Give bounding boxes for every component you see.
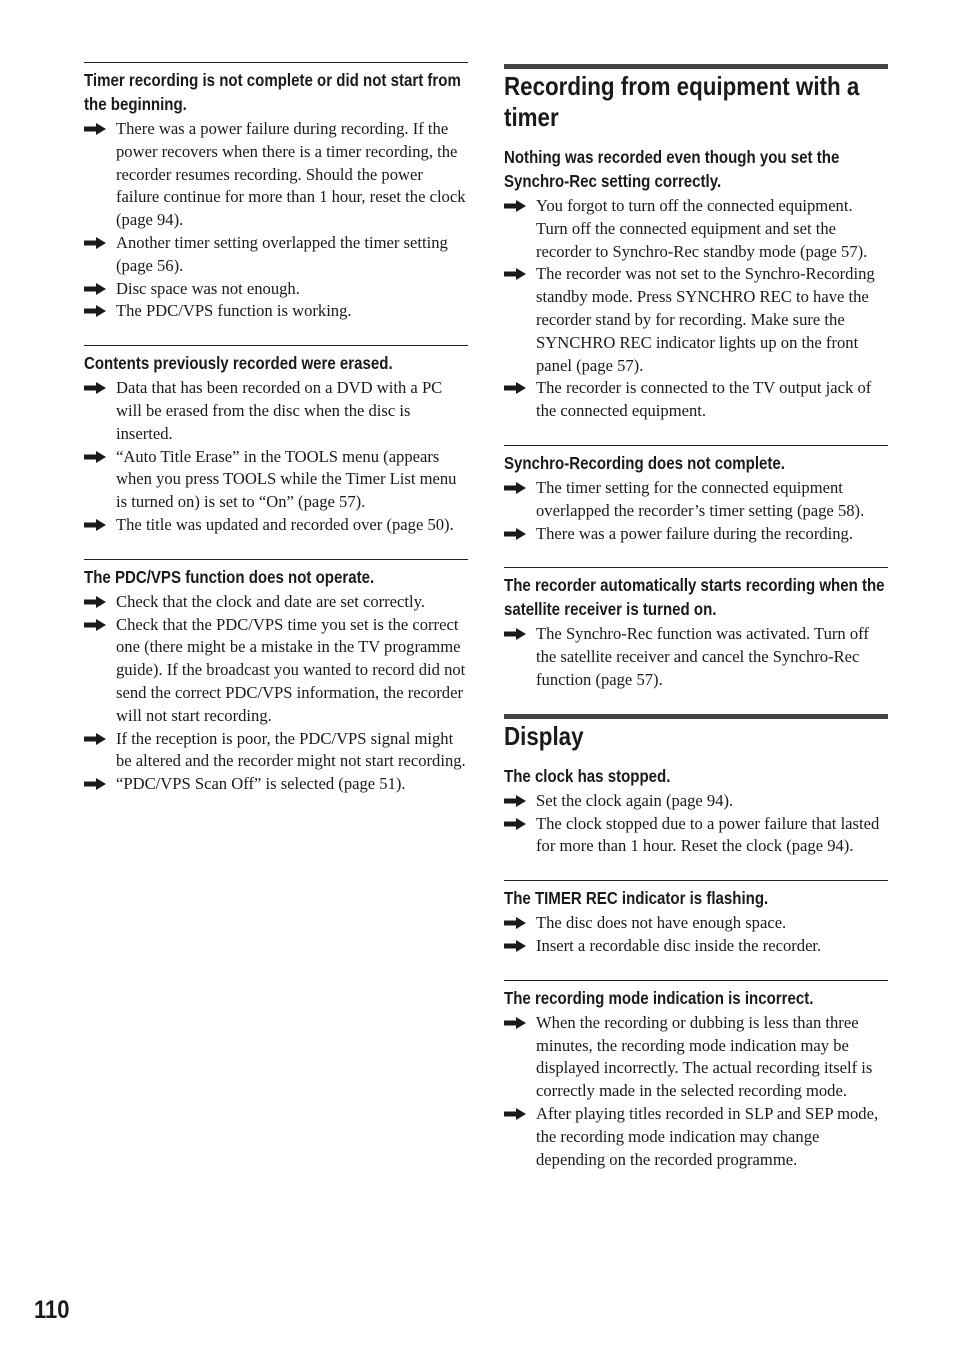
answer-list — [504, 912, 888, 958]
faq-section — [504, 980, 888, 1172]
arrow-right-icon — [504, 818, 526, 830]
faq-section — [84, 559, 468, 796]
answer-item: The timer setting for the connected equipment overlapped the recorder’s timer setting (page 58). — [504, 477, 888, 523]
arrow-right-icon — [504, 382, 526, 394]
answer-item: After playing titles recorded in SLP and SEP mode, the recording mode indication may change depending on the recorded programme. — [504, 1103, 888, 1171]
answer-list — [504, 477, 888, 545]
answer-item: You forgot to turn off the connected equipment. Turn off the connected equipment and set the recorder to Synchro-Rec standby mode (page 57). — [504, 195, 888, 263]
faq-section — [84, 345, 468, 537]
question-heading: Timer recording is not complete or did not start from the beginning. — [84, 70, 461, 114]
answer-item: The recorder is connected to the TV output jack of the connected equipment. — [504, 377, 888, 423]
answer-list — [84, 591, 468, 796]
arrow-right-icon — [84, 596, 106, 608]
arrow-right-icon — [504, 268, 526, 280]
answer-item: The Synchro-Rec function was activated. Turn off the satellite receiver and cancel the Synchro-Rec function (page 57). — [504, 623, 888, 691]
arrow-right-icon — [84, 519, 106, 531]
question-heading: The PDC/VPS function does not operate. — [84, 566, 375, 587]
answer-item: If the reception is poor, the PDC/VPS signal might be altered and the recorder might not start recording. — [84, 728, 468, 774]
answer-item: The clock stopped due to a power failure that lasted for more than 1 hour. Reset the clock (page 94). — [504, 813, 888, 859]
answer-item: Check that the clock and date are set correctly. — [84, 591, 468, 614]
answer-item: The title was updated and recorded over (page 50). — [84, 514, 468, 537]
faq-section — [504, 145, 888, 423]
question-heading: Synchro-Recording does not complete. — [504, 452, 785, 473]
faq-section — [504, 764, 888, 858]
right-column — [504, 64, 888, 1193]
answer-item: Check that the PDC/VPS time you set is the correct one (there might be a mistake in the TV programme guide). If the broadcast you wanted to record did not send the correct PDC/VPS information, the recorder will not start recording. — [84, 614, 468, 728]
arrow-right-icon — [84, 305, 106, 317]
arrow-right-icon — [84, 283, 106, 295]
answer-item: Disc space was not enough. — [84, 278, 468, 301]
question-heading: The recorder automatically starts recording when the satellite receiver is turned on. — [504, 575, 885, 620]
faq-section — [504, 567, 888, 691]
question-heading: Contents previously recorded were erased. — [84, 353, 393, 374]
answer-item: The recorder was not set to the Synchro-Recording standby mode. Press SYNCHRO REC to have the recorder stand by for recording. Make sure the SYNCHRO REC indicator lights up on the front panel (page 57). — [504, 263, 888, 377]
arrow-right-icon — [504, 1108, 526, 1120]
arrow-right-icon — [504, 940, 526, 952]
arrow-right-icon — [84, 382, 106, 394]
arrow-right-icon — [504, 628, 526, 640]
arrow-right-icon — [84, 237, 106, 249]
arrow-right-icon — [84, 733, 106, 745]
answer-item: “Auto Title Erase” in the TOOLS menu (appears when you press TOOLS while the Timer List menu is turned on) is set to “On” (page 57). — [84, 446, 468, 514]
answer-list — [84, 377, 468, 537]
arrow-right-icon — [504, 528, 526, 540]
answer-item: There was a power failure during recording. If the power recovers when there is a timer recording, the recorder resumes recording. Should the power failure continue for more than 1 hour, reset the clock (page 94). — [84, 118, 468, 232]
question-heading: The clock has stopped. — [504, 765, 671, 786]
question-heading: Nothing was recorded even though you set the Synchro-Rec setting correctly. — [504, 147, 840, 191]
arrow-right-icon — [504, 917, 526, 929]
answer-list — [504, 623, 888, 691]
question-heading: The recording mode indication is incorrect. — [504, 987, 814, 1008]
arrow-right-icon — [84, 778, 106, 790]
question-heading: The TIMER REC indicator is flashing. — [504, 888, 769, 909]
arrow-right-icon — [504, 1017, 526, 1029]
answer-list — [504, 195, 888, 423]
faq-section — [504, 880, 888, 958]
answer-list — [84, 118, 468, 323]
answer-item: Another timer setting overlapped the timer setting (page 56). — [84, 232, 468, 278]
topic-title: Recording from equipment with a timer — [504, 71, 860, 132]
topic-header — [504, 64, 888, 133]
arrow-right-icon — [84, 123, 106, 135]
answer-item: “PDC/VPS Scan Off” is selected (page 51). — [84, 773, 468, 796]
arrow-right-icon — [504, 200, 526, 212]
faq-section — [84, 62, 468, 323]
arrow-right-icon — [84, 451, 106, 463]
answer-item: Set the clock again (page 94). — [504, 790, 888, 813]
answer-item: When the recording or dubbing is less than three minutes, the recording mode indication may be displayed incorrectly. The actual recording itself is correctly made in the selected recording mode. — [504, 1012, 888, 1103]
answer-item: There was a power failure during the recording. — [504, 523, 888, 546]
arrow-right-icon — [504, 482, 526, 494]
faq-section — [504, 445, 888, 545]
page-number: 110 — [34, 1296, 70, 1324]
topic-header — [504, 714, 888, 752]
arrow-right-icon — [504, 795, 526, 807]
answer-list — [504, 1012, 888, 1172]
answer-item: Data that has been recorded on a DVD with a PC will be erased from the disc when the disc is inserted. — [84, 377, 468, 445]
answer-item: Insert a recordable disc inside the recorder. — [504, 935, 888, 958]
answer-item: The PDC/VPS function is working. — [84, 300, 468, 323]
answer-list — [504, 790, 888, 858]
left-column — [84, 62, 468, 818]
topic-title: Display — [504, 720, 584, 751]
arrow-right-icon — [84, 619, 106, 631]
answer-item: The disc does not have enough space. — [504, 912, 888, 935]
